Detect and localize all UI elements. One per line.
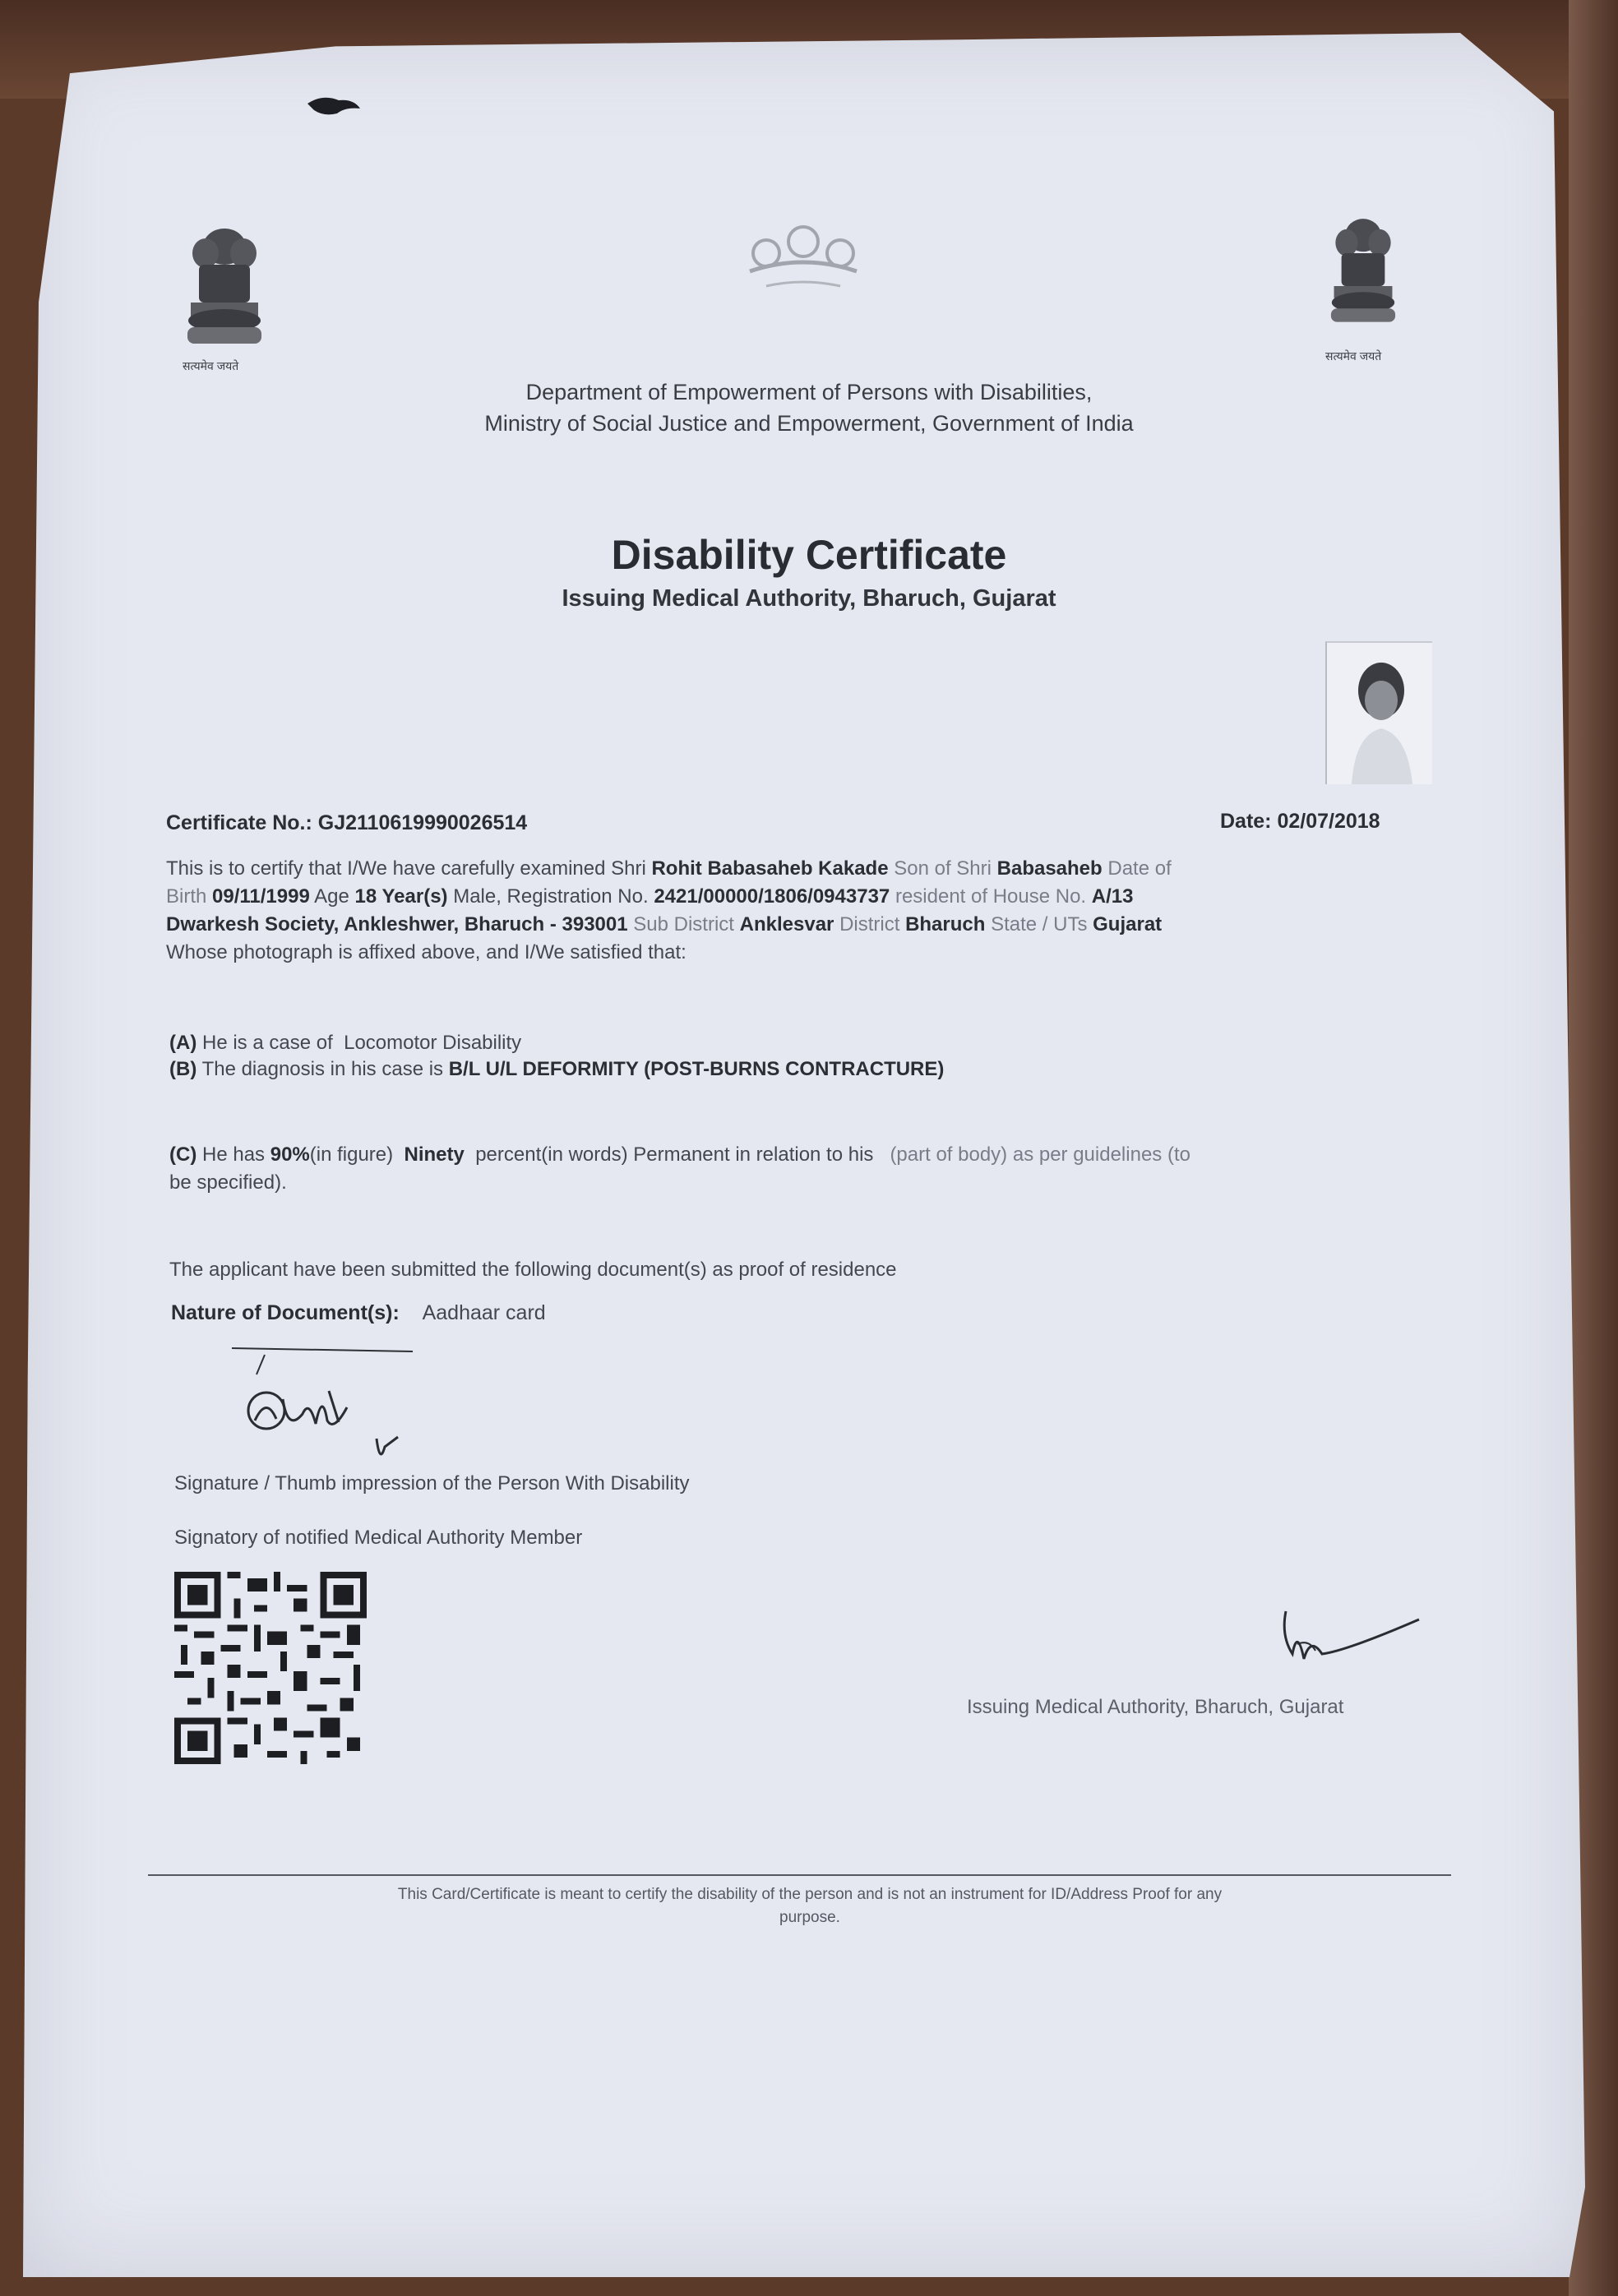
body-line-2 [166,883,1133,911]
documents-value: Aadhaar card [422,1301,546,1324]
item-a [169,1029,521,1057]
footer-disclaimer: This Card/Certificate is meant to certify the disability of the person and is not an instrument for ID/Address Proof for any [397,1886,1223,1903]
date-label: Date: [1220,810,1272,833]
authority-caption: Issuing Medical Authority, Bharuch, Gujarat [967,1696,1344,1718]
disability-type: Locomotor Disability [344,1032,522,1054]
certificate-number [166,809,527,837]
body-text: Birth [166,885,207,908]
ink-stain [306,92,363,122]
date-value: 02/07/2018 [1277,810,1380,833]
registration-number: 2421/00000/1806/0943737 [654,885,890,908]
body-text: State / UTs [991,913,1088,935]
age: 18 Year(s) [354,885,448,908]
person-signature [224,1342,454,1473]
item-a-text: He is a case of [202,1032,333,1054]
person-signature-caption: Signature / Thumb impression of the Person With Disability [174,1472,690,1494]
item-c-label: (C) [169,1143,197,1166]
item-c-text: (part of body) as per guidelines (to [890,1143,1190,1166]
disability-percent: 90% [270,1143,310,1166]
date-of-birth: 09/11/1999 [212,885,310,908]
certificate-date [1220,807,1380,835]
documents-label: Nature of Document(s): [171,1301,400,1324]
emblem-right-caption: सत्यमेव जयते [1325,349,1382,363]
house-number: A/13 [1091,885,1134,908]
body-text: resident of House No. [895,885,1087,908]
signatory-caption: Signatory of notified Medical Authority Member [174,1527,583,1549]
ministry-line: Ministry of Social Justice and Empowerment, Government of India [484,411,1134,436]
item-b [169,1056,944,1083]
sub-district: Anklesvar [739,913,834,935]
address: Dwarkesh Society, Ankleshwer, Bharuch - 393001 [166,913,628,935]
item-c-text: (in figure) [309,1143,394,1166]
body-line-4: Whose photograph is affixed above, and I/We satisfied that: [166,941,686,963]
item-a-label: (A) [169,1032,197,1054]
documents-intro: The applicant have been submitted the following document(s) as proof of residence [169,1259,897,1281]
item-c-line-1 [169,1141,1190,1169]
body-text: District [839,913,900,935]
body-text: This is to certify that I/We have carefully examined Shri [166,857,646,880]
item-b-label: (B) [169,1058,197,1080]
item-c-text: percent(in words) Permanent in relation to his [475,1143,874,1166]
national-emblem-right [1322,212,1404,352]
body-line-3 [166,911,1162,939]
item-b-text: The diagnosis in his case is [201,1058,444,1080]
qr-code [174,1572,367,1764]
item-c-line-2: be specified). [169,1171,287,1194]
certificate-no-value: GJ2110619990026514 [317,811,528,834]
emblem-left-caption: सत्यमेव जयते [183,359,239,372]
certificate-no-label: Certificate No.: [166,811,312,834]
certificate-title: Disability Certificate [611,532,1007,578]
diagnosis: B/L U/L DEFORMITY (POST-BURNS CONTRACTURE) [448,1058,945,1080]
center-emblem-faint [733,220,873,311]
father-name: Babasaheb [996,857,1103,880]
body-text: Sub District [633,913,734,935]
nature-of-documents [171,1299,546,1327]
footer-disclaimer-end: purpose. [779,1909,840,1926]
person-name: Rohit Babasaheb Kakade [651,857,889,880]
state: Gujarat [1093,913,1163,935]
body-text: Date of [1107,857,1172,880]
disability-percent-words: Ninety [404,1143,465,1166]
footer-divider [148,1874,1451,1876]
certificate-subtitle: Issuing Medical Authority, Bharuch, Gujarat [562,585,1056,612]
body-text: Son of Shri [894,857,992,880]
department-line: Department of Empowerment of Persons with Disabilities, [525,380,1093,404]
authority-signature [1273,1603,1437,1693]
body-text: Male, Registration No. [453,885,649,908]
body-line-1 [166,855,1172,883]
district: Bharuch [905,913,986,935]
item-c-text: He has [202,1143,266,1166]
body-text: Age [314,885,349,908]
applicant-photo [1325,641,1432,784]
